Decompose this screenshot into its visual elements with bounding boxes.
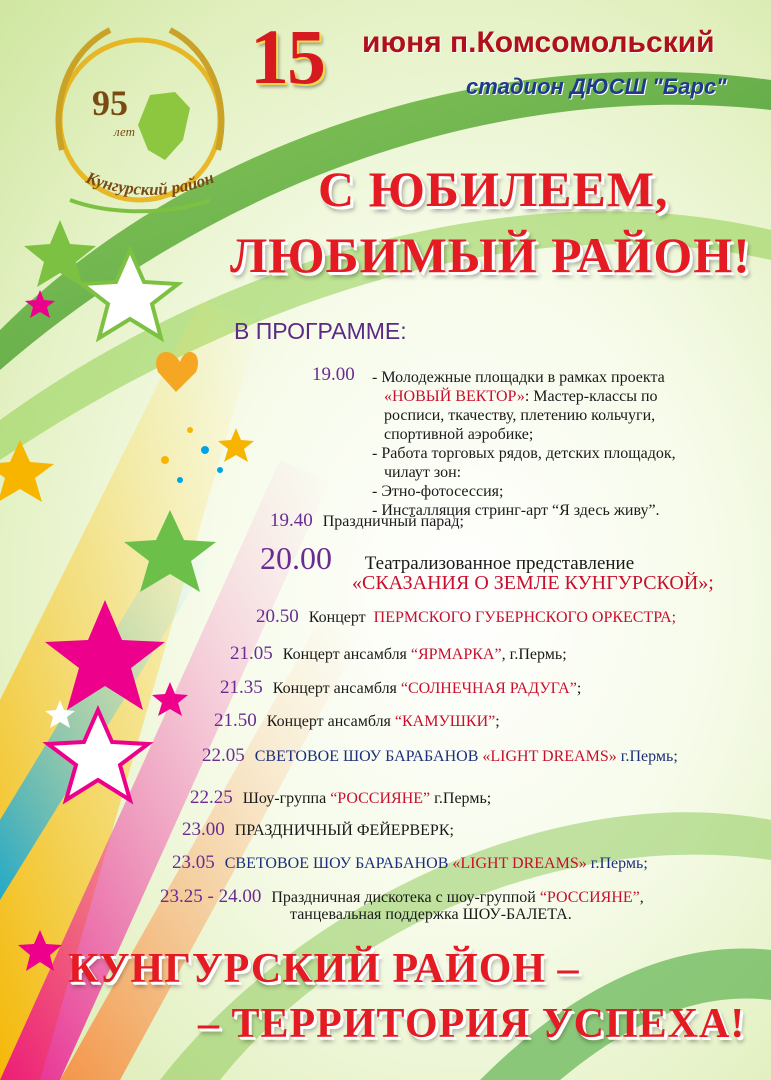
program-text: Концерт	[308, 609, 366, 626]
logo-number: 95	[92, 83, 128, 123]
program-text-rest: ;	[576, 680, 582, 697]
date-number: 15	[250, 13, 324, 100]
performer-name: “ЯРМАРКА”	[410, 646, 502, 663]
program-text: Праздничная дискотека с шоу-группой	[271, 889, 536, 906]
program-text: Концерт ансамбля	[282, 646, 407, 663]
project-name: «НОВЫЙ ВЕКТОР»	[384, 388, 525, 405]
program-text-rest: г.Пермь;	[586, 855, 648, 872]
headline-line-2: ЛЮБИМЫЙ РАЙОН!	[230, 227, 751, 283]
program-time: 21.50	[214, 710, 257, 731]
footer-slogan-line-1: КУНГУРСКИЙ РАЙОН –	[68, 946, 580, 992]
program-time: 22.25	[190, 787, 233, 808]
program-text: ПРАЗДНИЧНЫЙ ФЕЙЕРВЕРК;	[234, 822, 454, 839]
program-item-2	[270, 510, 464, 532]
program-text-rest: , г.Пермь;	[501, 646, 567, 663]
program-line	[384, 387, 658, 406]
program-item-9	[190, 787, 491, 809]
program-time: 20.00	[260, 540, 332, 576]
program-text: Театрализованное представление	[364, 553, 635, 574]
logo-name-text: Кунгурский район	[83, 167, 217, 200]
program-line: - Работа торговых рядов, детских площадок,	[372, 445, 676, 462]
program-item-6	[220, 677, 581, 699]
program-item-12	[160, 886, 644, 908]
program-line: - Молодежные площадки в рамках проекта	[372, 369, 665, 386]
program-time: 19.40	[270, 510, 313, 531]
program-time: 23.05	[172, 852, 215, 873]
program-item-5	[230, 643, 567, 665]
program-line: спортивной аэробике;	[384, 426, 534, 443]
program-text-rest: г.Пермь;	[430, 790, 492, 807]
program-item-11	[172, 852, 648, 874]
performer-name: “РОССИЯНЕ”	[539, 889, 640, 906]
program-item-8	[202, 745, 678, 767]
performer-name: “КАМУШКИ”	[394, 713, 496, 730]
program-line-rest: : Мастер-классы по	[524, 388, 658, 405]
performer-name: «LIGHT DREAMS»	[452, 855, 587, 872]
performer-name: “РОССИЯНЕ”	[330, 790, 431, 807]
program-line: - Этно-фотосессия;	[372, 483, 504, 500]
program-time: 19.00	[312, 364, 355, 385]
program-text-rest: ;	[495, 713, 500, 730]
program-time: 21.05	[230, 643, 273, 664]
program-text-rest: г.Пермь;	[616, 748, 678, 765]
program-item-12-line-2: танцевальная поддержка ШОУ-БАЛЕТА.	[290, 906, 572, 923]
program-item-4	[256, 606, 676, 628]
program-line: чилаут зон:	[384, 464, 462, 481]
program-line: - Инсталляция стринг-арт “Я здесь живу”.	[372, 502, 660, 519]
program-text-rest: ,	[639, 889, 644, 906]
program-item-7	[214, 710, 500, 732]
show-title: «СКАЗАНИЯ О ЗЕМЛЕ КУНГУРСКОЙ»;	[352, 572, 714, 594]
program-text: Концерт ансамбля	[272, 680, 397, 697]
program-text: Праздничный парад;	[322, 513, 464, 530]
footer-slogan-line-2: – ТЕРРИТОРИЯ УСПЕХА!	[198, 1001, 746, 1047]
program-text: Шоу-группа	[242, 790, 327, 807]
program-text: СВЕТОВОЕ ШОУ БАРАБАНОВ	[224, 855, 449, 872]
program-text: Концерт ансамбля	[266, 713, 391, 730]
program-time: 23.00	[182, 819, 225, 840]
program-text: СВЕТОВОЕ ШОУ БАРАБАНОВ	[254, 748, 479, 765]
headline-line-1: С ЮБИЛЕЕМ,	[318, 161, 669, 217]
performer-name: «LIGHT DREAMS»	[482, 748, 617, 765]
program-time: 21.35	[220, 677, 263, 698]
program-time: 20.50	[256, 606, 299, 627]
logo-name-arc	[50, 160, 250, 220]
program-time: 23.25 - 24.00	[160, 886, 262, 907]
svg-text:Кунгурский район	[83, 168, 217, 199]
performer-name: “СОЛНЕЧНАЯ РАДУГА”	[400, 680, 577, 697]
program-time: 22.05	[202, 745, 245, 766]
venue: стадион ДЮСШ "Барс"	[466, 74, 727, 99]
program-item-10	[182, 819, 454, 841]
performer-name: ПЕРМСКОГО ГУБЕРНСКОГО ОРКЕСТРА;	[373, 609, 677, 626]
program-line: росписи, ткачеству, плетению кольчуги,	[384, 407, 656, 424]
date-location: июня п.Комсомольский	[362, 26, 715, 59]
logo-years: лет	[114, 124, 135, 139]
program-title: В ПРОГРАММЕ:	[234, 318, 407, 344]
